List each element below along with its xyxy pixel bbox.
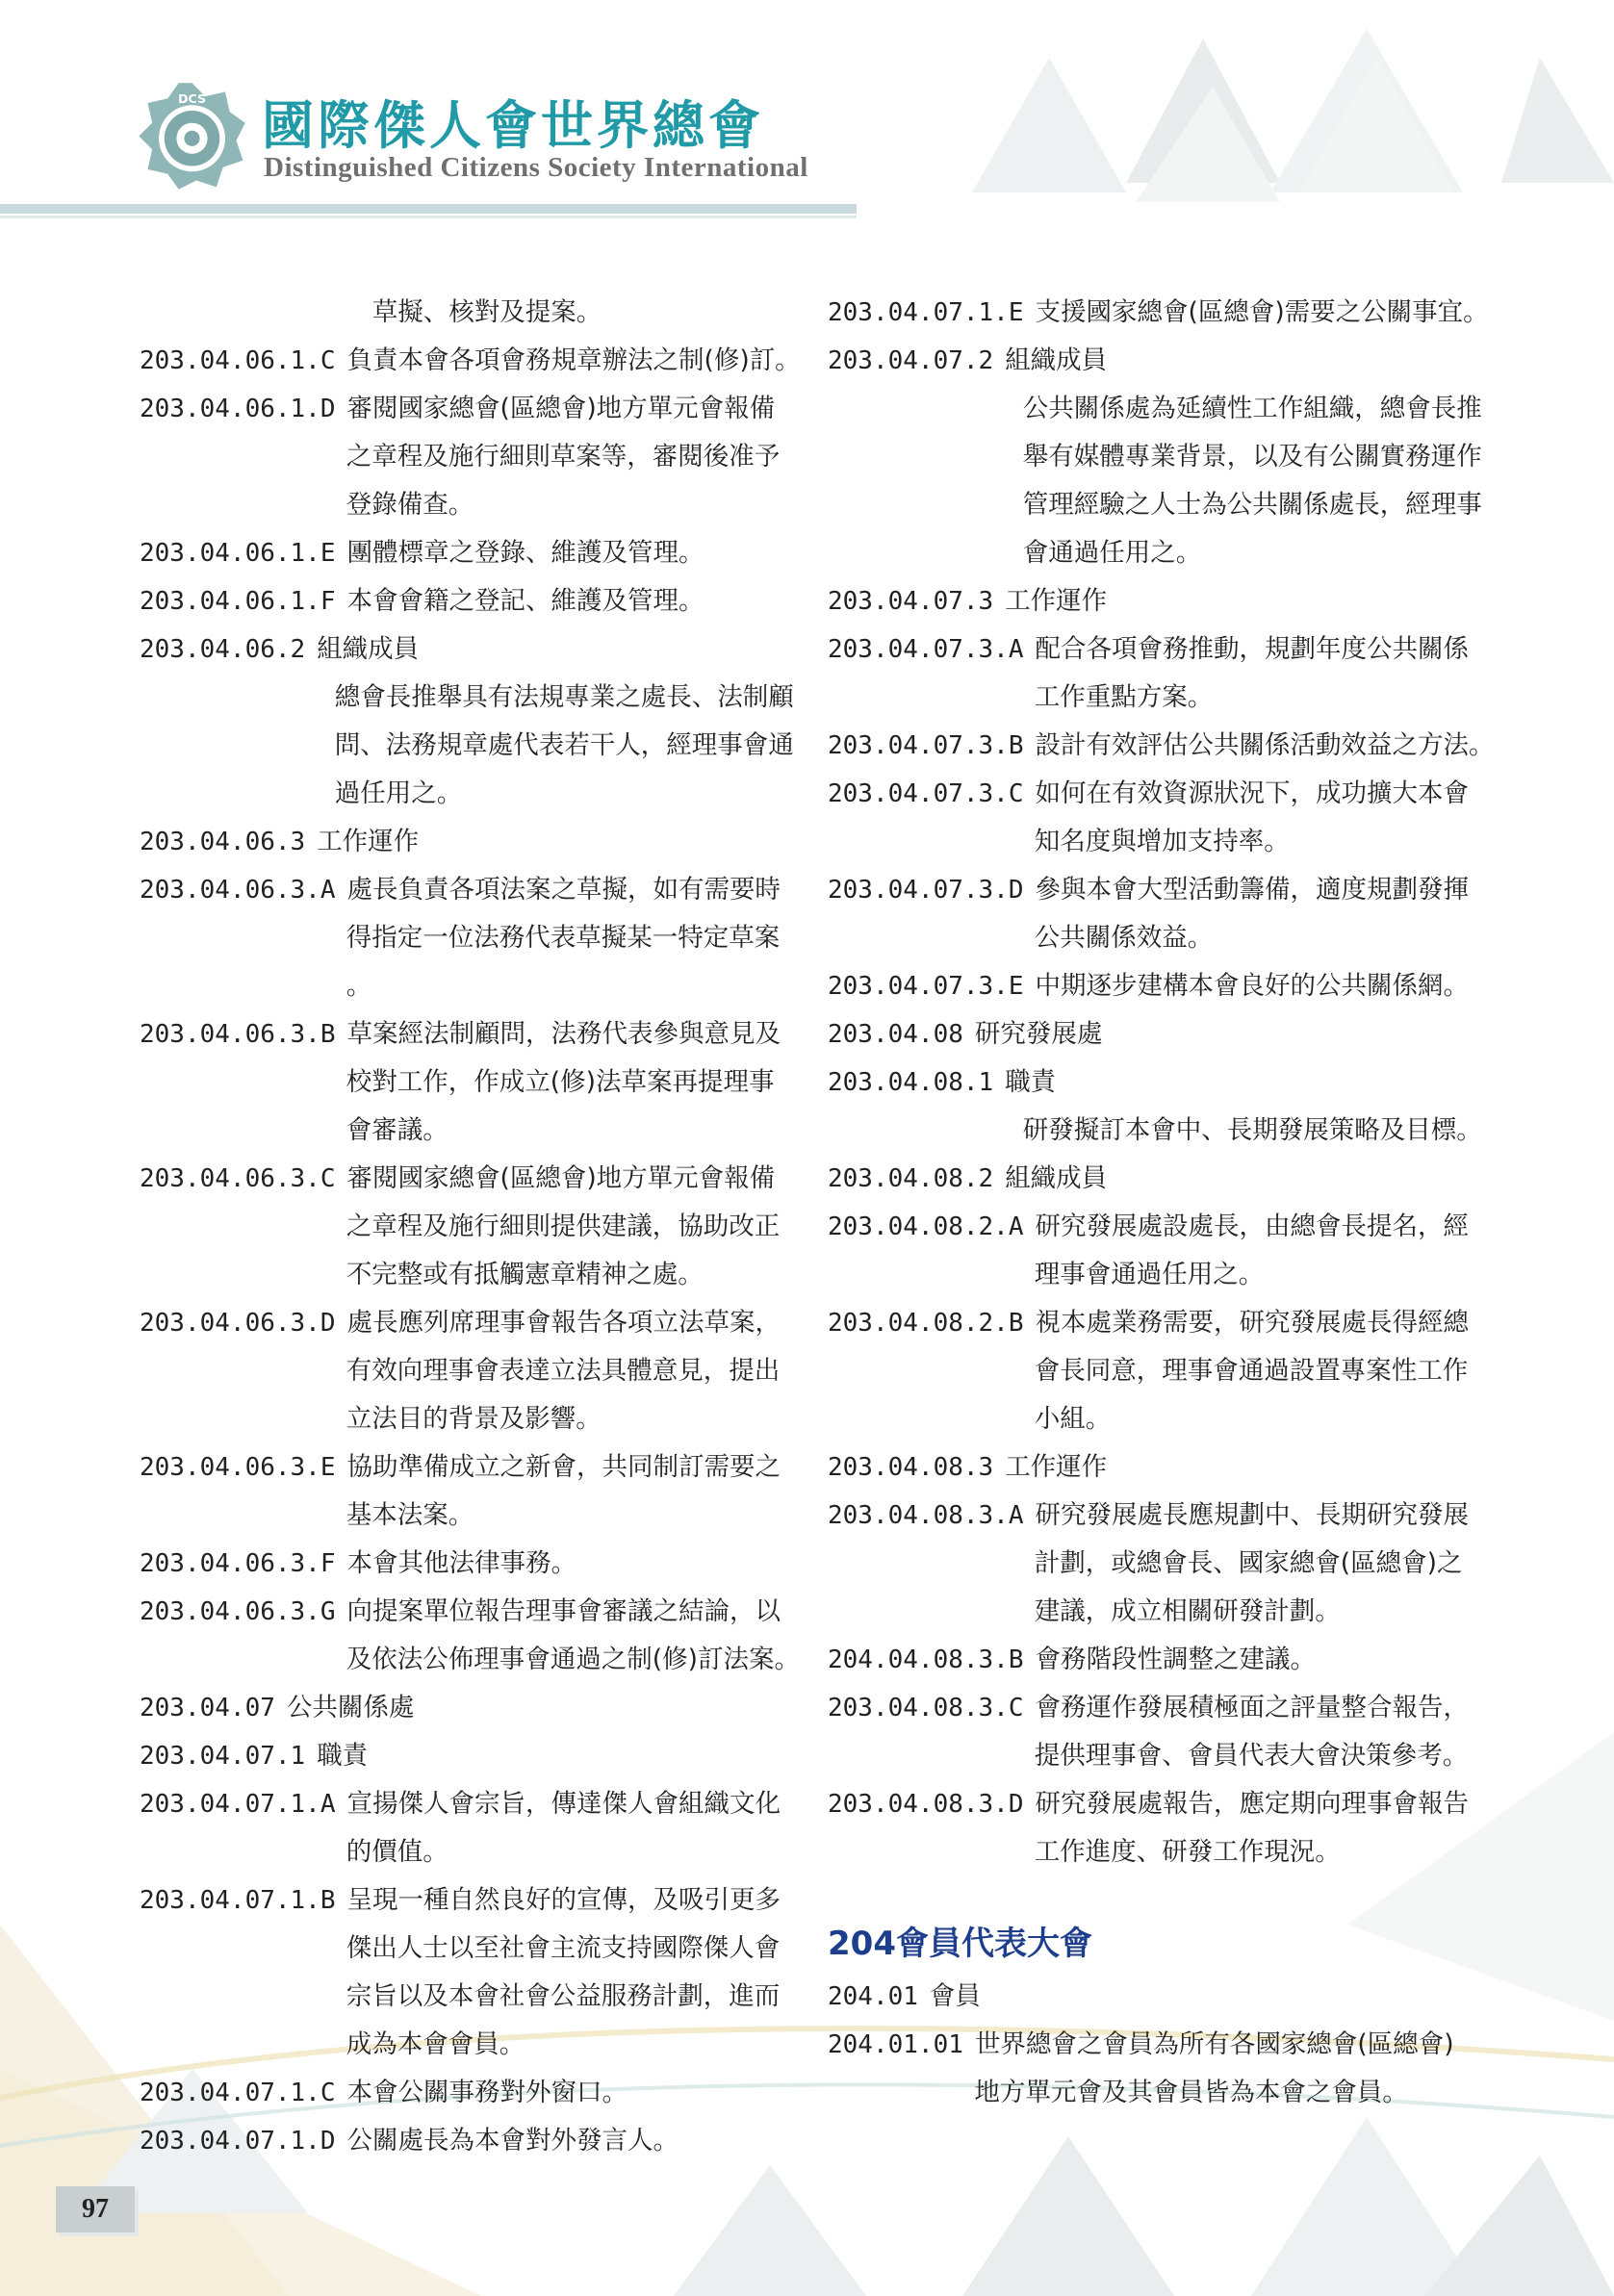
article-entry	[140, 385, 804, 529]
article-code: 203.04.07.1.C	[140, 2079, 336, 2107]
article-text: 總會長推舉具有法規專業之處長、法制顧	[334, 682, 794, 712]
article-code: 203.04.08.3	[828, 1453, 994, 1482]
article-entry	[828, 1636, 1501, 1684]
article-entry	[828, 337, 1501, 385]
article-text: 設計有效評估公共關係活動效益之方法。	[1035, 730, 1495, 760]
article-text: 及依法公佈理事會通過之制(修)訂法案。	[346, 1645, 800, 1674]
article-entry	[140, 1540, 804, 1588]
article-text: 立法目的背景及影響。	[346, 1404, 602, 1434]
article-text: 組織成員	[1005, 1163, 1108, 1193]
article-code: 204.01.01	[828, 2030, 963, 2059]
article-text: 小組。	[1034, 1404, 1112, 1434]
article-text: 組織成員	[1005, 345, 1108, 375]
article-code: 203.04.06.3.A	[140, 876, 336, 905]
article-code: 203.04.07.1	[140, 1742, 306, 1771]
article-text: 組織成員	[317, 634, 420, 664]
article-entry	[140, 1443, 804, 1540]
article-text: 審閱國家總會(區總會)地方單元會報備	[346, 394, 776, 423]
org-title-english: Distinguished Citizens Society International	[264, 152, 808, 183]
article-text: 中期逐步建構本會良好的公共關係網。	[1035, 971, 1469, 1001]
article-entry	[828, 1492, 1501, 1636]
article-code: 203.04.07.1.D	[140, 2127, 336, 2156]
org-title-chinese: 國際傑人會世界總會	[262, 94, 764, 156]
article-text: 處長負責各項法案之草擬，如有需要時	[346, 875, 781, 905]
article-code: 203.04.06.3.C	[140, 1164, 336, 1193]
article-entry	[140, 1684, 804, 1732]
page-number: 97	[56, 2186, 135, 2232]
article-code: 203.04.08.2.A	[828, 1212, 1024, 1241]
article-text: 研究發展處報告，應定期向理事會報告	[1035, 1789, 1469, 1819]
article-text: 公關處長為本會對外發言人。	[346, 2126, 679, 2156]
article-entry	[828, 1973, 1501, 2021]
article-code: 204.01	[828, 1982, 918, 2011]
article-code: 203.04.06.3.F	[140, 1549, 336, 1578]
article-code: 204.04.08.3.B	[828, 1645, 1024, 1674]
article-code: 203.04.07.1.E	[828, 298, 1024, 327]
header-divider-thin	[0, 216, 857, 218]
article-text: 協助準備成立之新會，共同制訂需要之	[346, 1452, 781, 1482]
article-text: 配合各項會務推動，規劃年度公共關係	[1035, 634, 1469, 664]
article-entry	[140, 1299, 804, 1443]
article-text: 不完整或有抵觸憲章精神之處。	[346, 1260, 704, 1289]
article-text: 地方單元會及其會員皆為本會之會員。	[974, 2078, 1408, 2107]
article-text: 負責本會各項會務規章辦法之制(修)訂。	[346, 345, 801, 375]
article-text: 研究發展處長應規劃中、長期研究發展	[1035, 1500, 1469, 1530]
article-text: 本會會籍之登記、維護及管理。	[346, 586, 705, 616]
article-text: 研究發展處	[974, 1019, 1103, 1049]
article-code: 203.04.06.2	[140, 635, 306, 664]
article-text: 工作運作	[317, 827, 420, 856]
article-entry	[828, 625, 1501, 722]
article-code: 203.04.07	[140, 1694, 275, 1722]
article-text: 工作運作	[1005, 1452, 1108, 1482]
article-text: 草案經法制顧問，法務代表參與意見及	[346, 1019, 781, 1049]
article-entry	[828, 385, 1501, 577]
article-text: 會務運作發展積極面之評量整合報告，	[1035, 1693, 1469, 1722]
article-entry	[140, 674, 804, 818]
article-entry	[828, 1107, 1501, 1155]
article-text: 會通過任用之。	[1022, 538, 1202, 568]
article-text: 研究發展處設處長，由總會長提名，經	[1035, 1212, 1469, 1241]
article-entry	[828, 577, 1501, 625]
article-text: 工作運作	[1005, 586, 1108, 616]
article-text: 如何在有效資源狀況下，成功擴大本會	[1035, 778, 1469, 808]
article-entry	[828, 289, 1501, 337]
article-text: 校對工作，作成立(修)法草案再提理事	[346, 1067, 775, 1097]
article-text: 傑出人士以至社會主流支持國際傑人會	[346, 1933, 781, 1963]
article-text: 視本處業務需要，研究發展處長得經總	[1035, 1308, 1469, 1338]
article-text: 提供理事會、會員代表大會決策參考。	[1034, 1741, 1469, 1771]
article-entry	[140, 818, 804, 866]
article-code: 203.04.08.2	[828, 1164, 994, 1193]
article-code: 203.04.06.1.D	[140, 395, 336, 423]
article-text: 團體標章之登錄、維護及管理。	[346, 538, 705, 568]
article-text: 過任用之。	[334, 778, 463, 808]
article-text: 本會其他法律事務。	[346, 1548, 576, 1578]
article-text: 職責	[1005, 1067, 1057, 1097]
article-text: 會長同意，理事會通過設置專案性工作	[1034, 1356, 1469, 1386]
article-text: 世界總會之會員為所有各國家總會(區總會)	[974, 2029, 1454, 2059]
article-text: 支援國家總會(區總會)需要之公關事宜。	[1035, 297, 1489, 327]
article-text: 處長應列席理事會報告各項立法草案，	[346, 1308, 781, 1338]
article-entry	[828, 1299, 1501, 1443]
article-text: 宣揚傑人會宗旨，傳達傑人會組織文化	[346, 1789, 781, 1819]
article-text: 公共關係效益。	[1034, 923, 1214, 953]
article-code: 203.04.07.3.C	[828, 779, 1024, 808]
article-entry	[828, 1684, 1501, 1780]
article-code: 203.04.08	[828, 1020, 963, 1049]
article-entry	[140, 1588, 804, 1684]
article-entry	[140, 1155, 804, 1299]
article-entry	[140, 1732, 804, 1780]
article-text: 管理經驗之人士為公共關係處長，經理事	[1022, 490, 1482, 520]
article-code: 203.04.08.3.C	[828, 1694, 1024, 1722]
article-text: 會務階段性調整之建議。	[1035, 1645, 1316, 1674]
article-text: 參與本會大型活動籌備，適度規劃發揮	[1035, 875, 1469, 905]
article-code: 203.04.06.3	[140, 828, 306, 856]
article-text: 問、法務規章處代表若干人，經理事會通	[334, 730, 794, 760]
article-code: 203.04.07.3.A	[828, 635, 1024, 664]
article-text: 公共關係處為延續性工作組織，總會長推	[1022, 394, 1482, 423]
article-text: 工作進度、研發工作現況。	[1034, 1837, 1341, 1867]
article-text: 草擬、核對及提案。	[371, 297, 602, 327]
page-header	[0, 0, 1614, 231]
article-entry	[828, 962, 1501, 1010]
article-entry	[140, 866, 804, 1010]
article-text: 工作重點方案。	[1034, 682, 1214, 712]
article-text: 宗旨以及本會社會公益服務計劃，進而	[346, 1981, 781, 2011]
article-entry	[828, 1059, 1501, 1107]
article-entry	[828, 722, 1501, 770]
article-text: 基本法案。	[346, 1500, 474, 1530]
article-entry	[828, 1155, 1501, 1203]
article-entry	[828, 770, 1501, 866]
article-text: 會審議。	[346, 1115, 448, 1145]
article-entry	[140, 2069, 804, 2117]
article-code: 203.04.07.2	[828, 346, 994, 375]
article-text: 計劃，或總會長、國家總會(區總會)之	[1034, 1548, 1463, 1578]
article-code: 203.04.06.1.F	[140, 587, 336, 616]
article-entry	[140, 529, 804, 577]
article-text: 之章程及施行細則草案等，審閱後准予	[346, 442, 781, 472]
dcs-logo-icon	[137, 81, 247, 191]
article-text: 。	[346, 971, 372, 1001]
article-text: 登錄備查。	[346, 490, 474, 520]
article-text: 會員	[929, 1981, 981, 2011]
article-text: 舉有媒體專業背景，以及有公關實務運作	[1022, 442, 1482, 472]
article-entry	[140, 289, 804, 337]
article-text: 建議，成立相關研發計劃。	[1034, 1596, 1341, 1626]
article-code: 203.04.07.1.A	[140, 1790, 336, 1819]
article-entry	[828, 2021, 1501, 2117]
article-text: 職責	[317, 1741, 369, 1771]
article-code: 203.04.08.2.B	[828, 1309, 1024, 1338]
article-entry	[140, 2117, 804, 2165]
article-text: 呈現一種自然良好的宣傳，及吸引更多	[346, 1885, 781, 1915]
article-code: 203.04.08.3.A	[828, 1501, 1024, 1530]
svg-text:DCS: DCS	[177, 91, 207, 106]
article-text: 之章程及施行細則提供建議，協助改正	[346, 1212, 781, 1241]
article-entry	[140, 625, 804, 674]
header-divider	[0, 204, 857, 214]
article-text: 成為本會會員。	[346, 2029, 525, 2059]
article-code: 203.04.06.3.B	[140, 1020, 336, 1049]
article-entry	[828, 1010, 1501, 1059]
article-code: 203.04.07.3.B	[828, 731, 1024, 760]
article-text: 公共關係處	[286, 1693, 415, 1722]
article-code: 203.04.06.3.E	[140, 1453, 336, 1482]
article-code: 203.04.08.1	[828, 1068, 994, 1097]
article-code: 203.04.08.3.D	[828, 1790, 1024, 1819]
article-entry	[140, 1010, 804, 1155]
article-text: 得指定一位法務代表草擬某一特定草案	[346, 923, 781, 953]
article-entry	[828, 866, 1501, 962]
article-entry	[828, 1780, 1501, 1876]
article-entry	[140, 1876, 804, 2069]
article-code: 203.04.07.3.E	[828, 972, 1024, 1001]
article-text: 理事會通過任用之。	[1034, 1260, 1265, 1289]
article-entry	[140, 577, 804, 625]
article-text: 的價值。	[346, 1837, 448, 1867]
article-entry	[140, 1780, 804, 1876]
article-code: 203.04.07.3.D	[828, 876, 1024, 905]
article-code: 203.04.07.1.B	[140, 1886, 336, 1915]
article-code: 203.04.06.3.D	[140, 1309, 336, 1338]
article-text: 審閱國家總會(區總會)地方單元會報備	[346, 1163, 776, 1193]
article-text: 有效向理事會表達立法具體意見，提出	[346, 1356, 781, 1386]
article-text: 本會公關事務對外窗口。	[346, 2078, 628, 2107]
article-code: 203.04.06.3.G	[140, 1597, 336, 1626]
section-heading: 204會員代表大會	[828, 1925, 1092, 1963]
article-code: 203.04.07.3	[828, 587, 994, 616]
article-entry	[140, 337, 804, 385]
article-text: 研發擬訂本會中、長期發展策略及目標。	[1022, 1115, 1482, 1145]
article-code: 203.04.06.1.C	[140, 346, 336, 375]
article-text: 知名度與增加支持率。	[1034, 827, 1290, 856]
article-code: 203.04.06.1.E	[140, 539, 336, 568]
right-column	[828, 289, 1501, 2117]
article-entry	[828, 1203, 1501, 1299]
article-entry	[828, 1443, 1501, 1492]
left-column	[140, 289, 804, 2165]
article-text: 向提案單位報告理事會審議之結論，以	[346, 1596, 781, 1626]
